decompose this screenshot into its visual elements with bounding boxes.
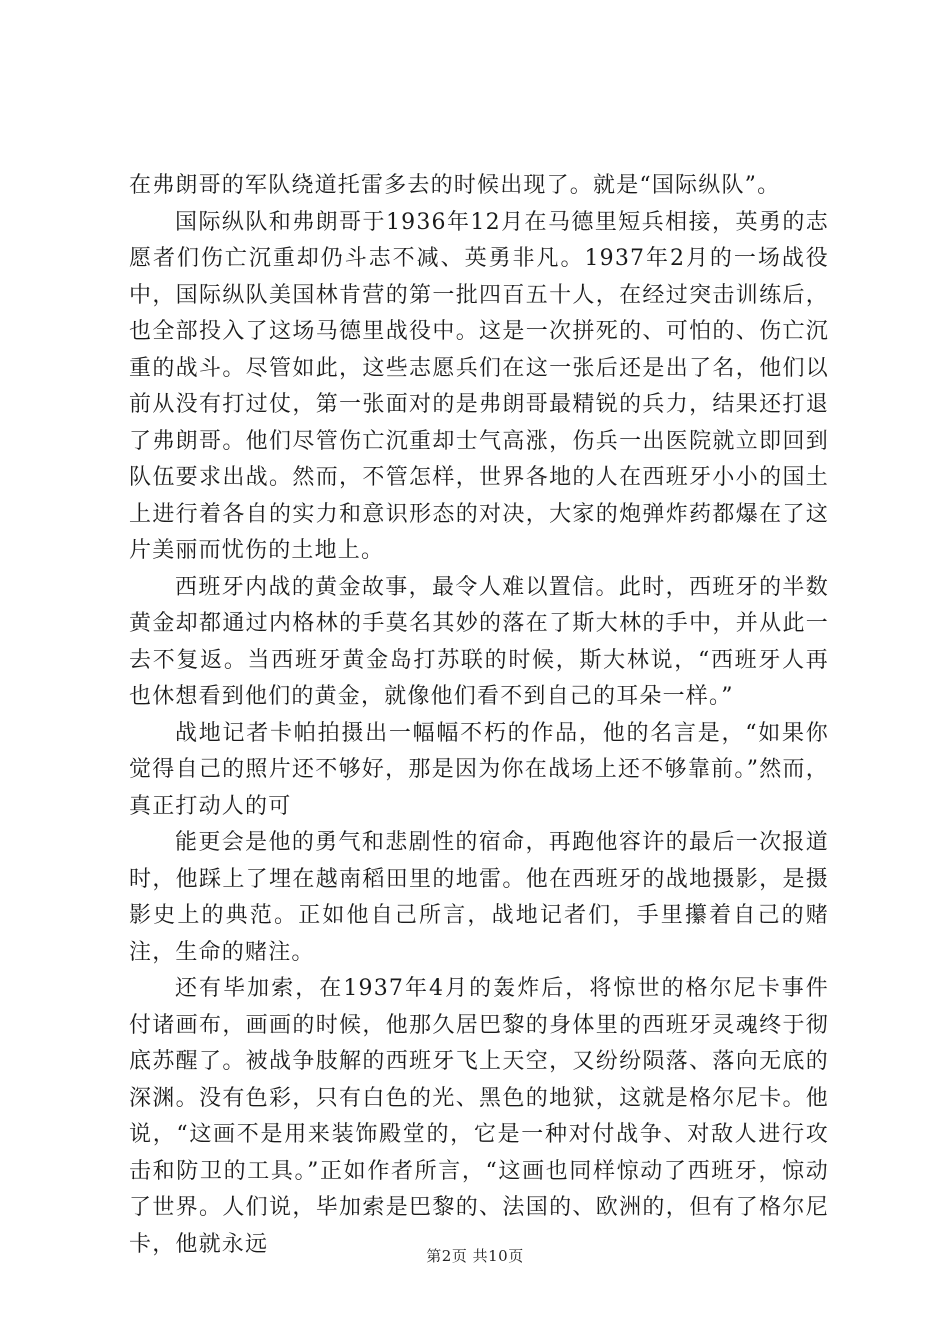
paragraph-6: 还有毕加索，在1937年4月的轰炸后，将惊世的格尔尼卡事件付诸画布，画画的时候，他那久居巴黎的身体里的西班牙灵魂终于彻底苏醒了。被战争肢解的西班牙飞上天空，又纷纷陨落、落向无底的深渊。没有色彩，只有白色的光、黑色的地狱，这就是格尔尼卡。他说，“这画不是用来装饰殿堂的，它是一种对付战争、对敌人进行攻击和防卫的工具。”正如作者所言，“这画也同样惊动了西班牙，惊动了世界。人们说，毕加索是巴黎的、法国的、欧洲的，但有了格尔尼卡，他就永远 [129,976,829,1257]
paragraph-1: 在弗朗哥的军队绕道托雷多去的时候出现了。就是“国际纵队”。 [129,173,781,198]
paragraph-3: 西班牙内战的黄金故事，最令人难以置信。此时，西班牙的半数黄金却都通过内格林的手莫名其妙的落在了斯大林的手中，并从此一去不复返。当西班牙黄金岛打苏联的时候，斯大林说，“西班牙人再也休想看到他们的黄金，就像他们看不到自己的耳朵一样。” [129,574,829,709]
document-body [129,168,829,1263]
paragraph-4: 战地记者卡帕拍摄出一幅幅不朽的作品，他的名言是，“如果你觉得自己的照片还不够好，那是因为你在战场上还不够靠前。”然而，真正打动人的可 [129,720,829,819]
paragraph-5: 能更会是他的勇气和悲剧性的宿命，再跑他容许的最后一次报道时，他踩上了埋在越南稻田里的地雷。他在西班牙的战地摄影，是摄影史上的典范。正如他自己所言，战地记者们，手里攥着自己的赌注，生命的赌注。 [129,830,829,965]
page-number-footer: 第2页 共10页 [426,1247,524,1265]
paragraph-2: 国际纵队和弗朗哥于1936年12月在马德里短兵相接，英勇的志愿者们伤亡沉重却仍斗志不减、英勇非凡。1937年2月的一场战役中，国际纵队美国林肯营的第一批四百五十人，在经过突击训练后，也全部投入了这场马德里战役中。这是一次拼死的、可怕的、伤亡沉重的战斗。尽管如此，这些志愿兵们在这一张后还是出了名，他们以前从没有打过仗，第一张面对的是弗朗哥最精锐的兵力，结果还打退了弗朗哥。他们尽管伤亡沉重却士气高涨，伤兵一出医院就立即回到队伍要求出战。然而，不管怎样，世界各地的人在西班牙小小的国土上进行着各自的实力和意识形态的对决，大家的炮弹炸药都爆在了这片美丽而忧伤的土地上。 [129,209,829,563]
